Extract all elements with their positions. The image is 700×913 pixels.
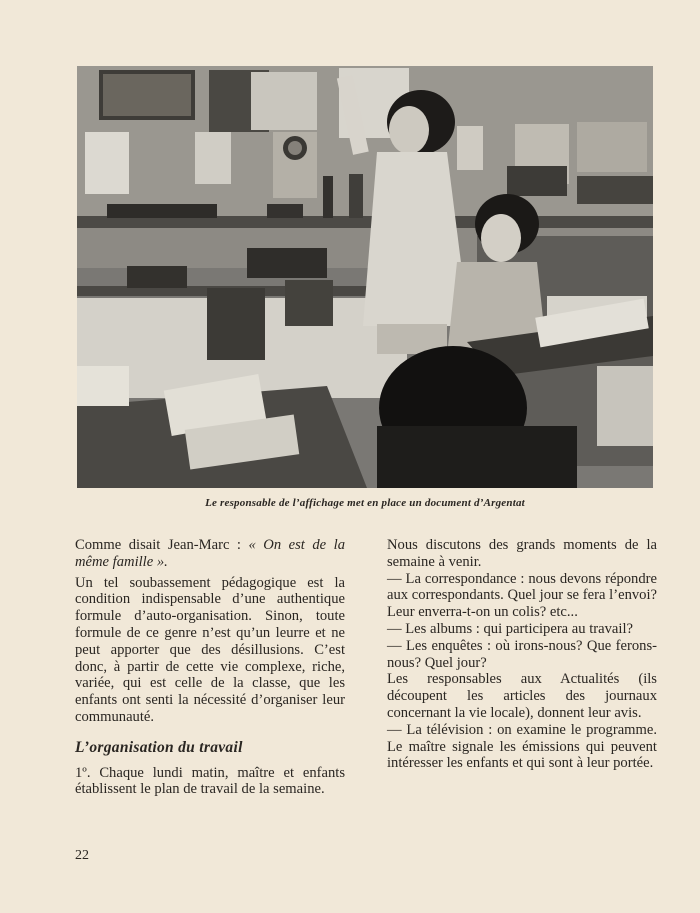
body-paragraph: Les responsables aux Actualités (ils découpent les articles des journaux concernant la vie locale), donnent leur avis.	[387, 671, 657, 721]
section-heading: L’organisation du travail	[75, 738, 243, 756]
classroom-photo-illustration	[77, 66, 653, 488]
body-paragraph: Nous discutons des grands moments de la semaine à venir.	[387, 537, 657, 570]
right-column	[387, 537, 657, 772]
quote-paragraph	[75, 537, 345, 571]
quote-text: « On est de la même famille ».	[75, 537, 345, 570]
left-column	[75, 537, 345, 798]
body-paragraph: — La correspondance : nous devons répondre aux correspondants. Quel jour se fera l’envoi? Leur enverra-t-on un colis? etc...	[387, 570, 657, 621]
page-number: 22	[75, 848, 89, 863]
classroom-photo	[77, 66, 653, 488]
body-paragraph: Un tel soubassement pédagogique est la condition indispensable d’une authentique formule d’auto-organisation. Sinon, toute formule de ce genre n’est qu’un leurre et ne peut apporter que des désillusions. C’est donc, à partir de cette vie complexe, riche, variée, qui est celle de la classe, que les enfants ont senti la nécessité d’organiser leur communauté.	[75, 574, 345, 725]
body-paragraph: — La télévision : on examine le programme. Le maître signale les émissions qui peuvent intéresser les enfants et qui sont à leur portée.	[387, 721, 657, 772]
body-paragraph: — Les enquêtes : où irons-nous? Que ferons-nous? Quel jour?	[387, 637, 657, 671]
quote-intro: Comme disait Jean-Marc :	[75, 537, 249, 553]
body-paragraph: — Les albums : qui participera au travail?	[387, 620, 633, 637]
photo-caption: Le responsable de l’affichage met en place un document d’Argentat	[205, 497, 525, 509]
body-paragraph: 1º. Chaque lundi matin, maître et enfants établissent le plan de travail de la semaine.	[75, 764, 345, 798]
